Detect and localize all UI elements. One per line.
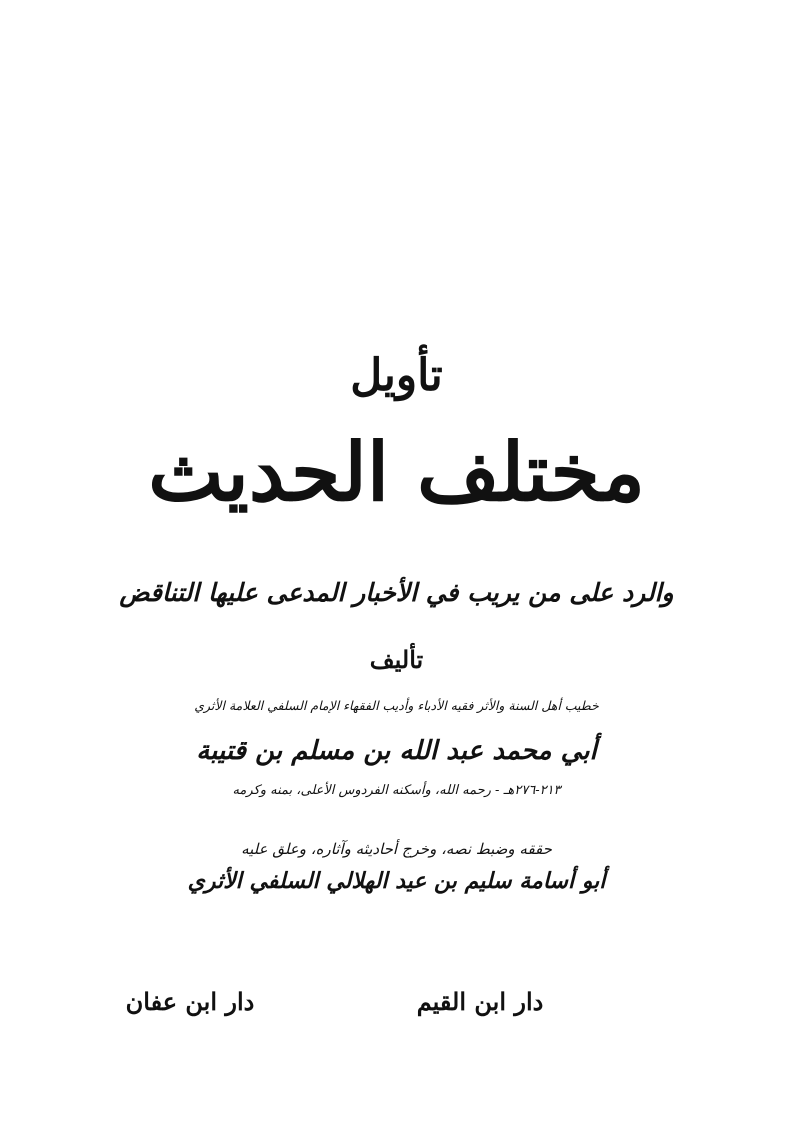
publisher-ibn-al-qayyim: دار ابن القيم bbox=[416, 987, 544, 1016]
publisher-ibn-affan: دار ابن عفان bbox=[125, 987, 255, 1016]
pre-title: تأويل bbox=[350, 350, 443, 401]
author-dates: ٢١٣-٢٧٦هـ - رحمه الله، وأسكنه الفردوس الأعلى، بمنه وكرمه bbox=[232, 783, 561, 798]
author-name: أبي محمد عبد الله بن مسلم بن قتيبة bbox=[196, 736, 597, 766]
author-description: خطيب أهل السنة والأثر فقيه الأدباء وأديب الفقهاء الإمام السلفي العلامة الأثري bbox=[194, 698, 599, 713]
editor-work-description: حققه وضبط نصه، وخرج أحاديثه وآثاره، وعلق عليه bbox=[241, 840, 552, 858]
authored-by-label: تأليف bbox=[369, 645, 424, 674]
main-title: مختلف الحديث bbox=[148, 425, 645, 519]
editor-name: أبو أسامة سليم بن عيد الهلالي السلفي الأثري bbox=[187, 868, 606, 894]
subtitle: والرد على من يريب في الأخبار المدعى عليها التناقض bbox=[119, 578, 674, 607]
